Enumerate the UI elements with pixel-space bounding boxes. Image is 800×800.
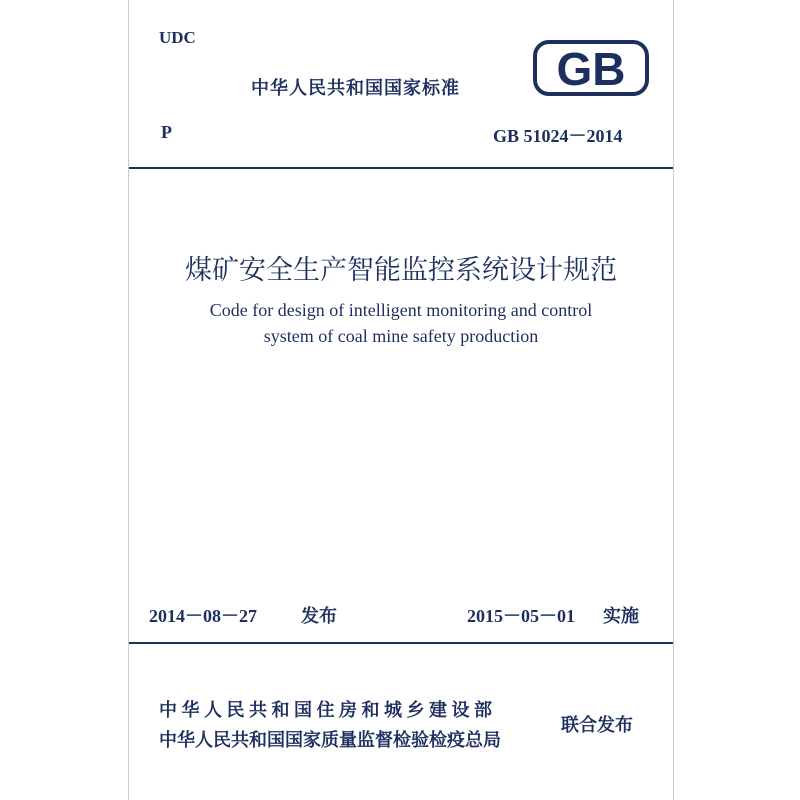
divider-top	[129, 167, 673, 169]
standard-type: 中华人民共和国国家标准	[251, 78, 460, 99]
implementation-label: 实施	[603, 606, 639, 627]
title-english-line-2: system of coal mine safety production	[263, 326, 539, 346]
title-chinese: 煤矿安全生产智能监控系统设计规范	[185, 255, 617, 286]
divider-bottom	[129, 642, 673, 644]
classification-code: P	[161, 122, 172, 142]
publisher-aqsiq: 中华人民共和国国家质量监督检验检疫总局	[159, 730, 501, 751]
joint-issue-label: 联合发布	[561, 715, 633, 736]
issue-date: 2014－08－27	[149, 606, 257, 626]
publisher-ministry-housing: 中华人民共和国住房和城乡建设部	[159, 700, 497, 721]
gb-logo-text: GB	[556, 43, 626, 95]
udc-label: UDC	[159, 28, 196, 47]
gb-logo	[533, 40, 649, 96]
issue-label: 发布	[301, 606, 337, 627]
title-english-line-1: Code for design of intelligent monitoring and control	[209, 300, 593, 320]
standard-cover	[128, 0, 674, 800]
implementation-date: 2015－05－01	[467, 606, 575, 626]
standard-number: GB 51024－2014	[493, 126, 623, 146]
